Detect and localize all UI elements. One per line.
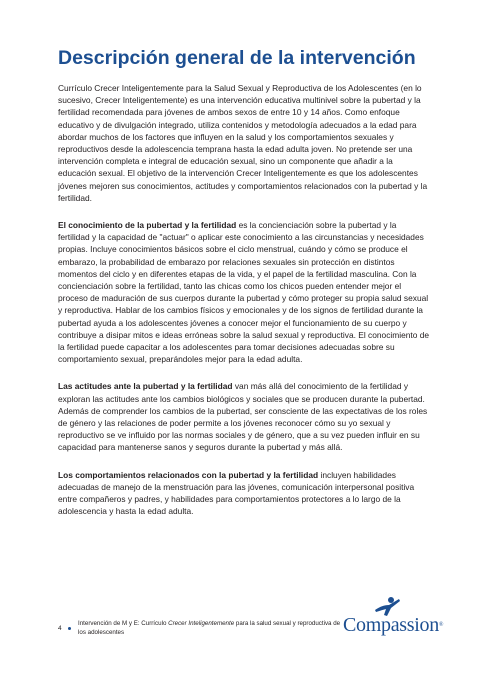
page-title: Descripción general de la intervención [58, 47, 416, 69]
section-text: incluyen habilidades adecuadas de manejo de la menstruación para las jóvenes, comunicación interpersonal positiva entre compañeros y padres, y habilidades para comportamientos protectores a lo largo de la adolescencia y hasta la edad adulta. [58, 469, 415, 517]
section-text: es la concienciación sobre la pubertad y la fertilidad y la capacidad de "actuar" o aplicar este conocimiento a las circunstancias y necesidades propias. Incluye conocimientos básicos sobre el ciclo menstrual, cuándo y cómo se produce el embarazo, la probabilidad de embarazo por relaciones sexuales sin protección en distintos momentos del ciclo y en diferentes etapas de la vida, y el papel de la fertilidad masculina. Con la concienciación sobre la fertilidad, tanto las chicas como los chicos pueden entender mejor el proceso de maduración de sus cuerpos durante la pubertad y cómo proteger su propia salud sexual y reproductiva. Hablar de los cambios físicos y emocionales y de los signos de fertilidad durante la pubertad ayuda a los adolescentes jóvenes a conocer mejor el funcionamiento de su cuerpo y contribuye a disipar mitos e ideas erróneas sobre la salud sexual y reproductiva. El conocimiento de la fertilidad puede capacitar a los adolescentes para tomar decisiones adecuadas sobre su comportamiento sexual, preparándoles mejor para la edad adulta. [58, 220, 430, 365]
section-lead: El conocimiento de la pubertad y la fertilidad [58, 220, 237, 231]
section-lead: Los comportamientos relacionados con la pubertad y la fertilidad [58, 469, 319, 480]
logo-wordmark: Compassion® [343, 614, 444, 636]
section-paragraph-knowledge [58, 219, 430, 365]
intro-paragraph: Currículo Crecer Inteligentemente para la Salud Sexual y Reproductiva de los Adolescentes (en lo sucesivo, Crecer Inteligentemente) es una intervención educativa multinivel sobre la pubertad y la fertilidad recomendada para jóvenes de ambos sexos de entre 10 y 14 años. Como enfoque educativo y de divulgación integrado, utiliza contenidos y metodología adecuados a la edad para abordar muchos de los factores que influyen en la salud y los comportamientos sexuales y reproductivos desde la adolescencia temprana hasta la edad adulta joven. No pretende ser una intervención completa e integral de educación sexual, sino un componente que añadir a la educación sexual. El objetivo de la intervención Crecer Inteligentemente es que los adolescentes jóvenes mejoren sus conocimientos, actitudes y comportamientos relacionados con la pubertad y la fertilidad. [58, 83, 428, 203]
section-lead: Las actitudes ante la pubertad y la fertilidad [58, 381, 233, 392]
section-paragraph-behaviors [58, 469, 430, 518]
footer-prefix: Intervención de M y E: Currículo [78, 620, 169, 627]
page-number: 4 [58, 625, 62, 632]
section-paragraph-attitudes [58, 380, 430, 453]
footer-caption [78, 619, 348, 637]
footer-suffix: para la salud sexual y reproductiva de los adolescentes [78, 620, 341, 636]
section-text: van más allá del conocimiento de la fertilidad y exploran las actitudes ante los cambios biológicos y sociales que se producen durante la pubertad. Además de comprender los cambios de la pubertad, ser consciente de las expectativas de los roles de género y las relaciones de poder permite a los jóvenes reconocer cómo su yo sexual y reproductivo se ve influido por las normas sociales y de género, que a su vez pueden influir en su capacidad para mantenerse sanos y seguros durante la pubertad y más allá. [58, 381, 428, 453]
bullet-dot-icon [68, 627, 71, 630]
compassion-logo [343, 598, 444, 638]
footer-italic-title: Crecer Inteligentemente [168, 620, 235, 627]
body-text [58, 82, 430, 533]
